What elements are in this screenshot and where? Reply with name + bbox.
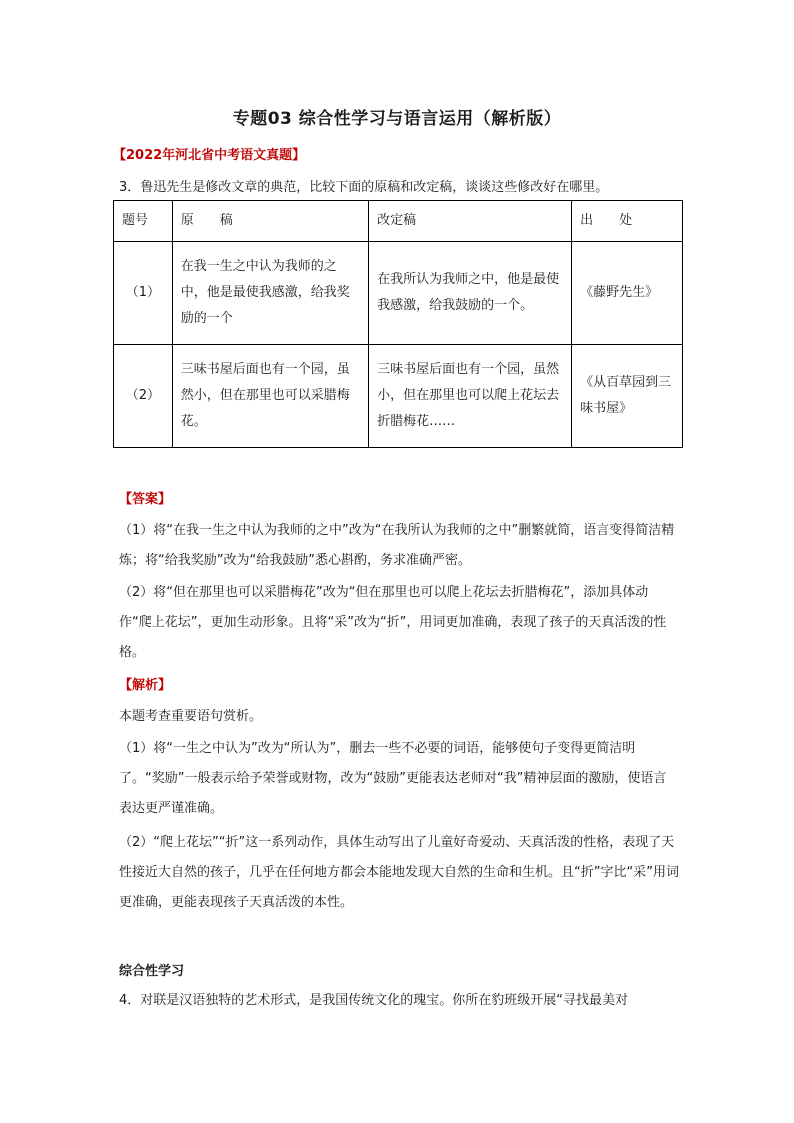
answer-paragraph-2: （2）将“但在那里也可以采腊梅花”改为“但在那里也可以爬上花坛去折腊梅花”，添加具体动作“爬上花坛”，更加生动形象。且将“采”改为“折”，用词更加准确，表现了孩子的天真活泼的性格。 <box>119 585 667 660</box>
section-heading: 综合性学习 <box>119 964 185 979</box>
table-row <box>114 242 683 345</box>
analysis-intro: 本题考查重要语句赏析。 <box>119 709 263 724</box>
document-title: 专题03 综合性学习与语言运用（解析版） <box>232 109 562 129</box>
original-text: 三味书屋后面也有一个园，虽然小，但在那里也可以采腊梅花。 <box>172 345 368 448</box>
question-4: 4．对联是汉语独特的艺术形式，是我国传统文化的瑰宝。你所在豹班级开展“寻找最美对 <box>119 993 629 1008</box>
original-text: 在我一生之中认为我师的之中，他是最使我感激，给我奖励的一个 <box>172 242 368 345</box>
answer-paragraph-1: （1）将“在我一生之中认为我师的之中”改为“在我所认为我师的之中”删繁就简，语言变得简洁精炼；将“给我奖励”改为“给我鼓励”悉心斟酌，务求准确严密。 <box>119 523 675 568</box>
table-row <box>114 345 683 448</box>
comparison-table <box>113 200 683 448</box>
header-revised: 改定稿 <box>369 201 572 242</box>
answer-label: 【答案】 <box>119 492 172 507</box>
header-original: 原 稿 <box>172 201 368 242</box>
analysis-paragraph-2: （2）“爬上花坛”“折”这一系列动作，具体生动写出了儿童好奇爱动、天真活泼的性格，表现了天性接近大自然的孩子，几乎在任何地方都会本能地发现大自然的生命和生机。且“折”字比“采”用词更准确，更能表现孩子天真活泼的本性。 <box>119 835 679 910</box>
revised-text: 在我所认为我师之中，他是最使我感激，给我鼓励的一个。 <box>369 242 572 345</box>
question-3: 3．鲁迅先生是修改文章的典范，比较下面的原稿和改定稿，谈谈这些修改好在哪里。 <box>119 180 609 195</box>
analysis-paragraph-1: （1）将“一生之中认为”改为“所认为”，删去一些不必要的词语，能够使句子变得更简洁明了。“奖励”一般表示给予荣誉或财物，改为“鼓励”更能表达老师对“我”精神层面的激励，使语言表达更严谨准确。 <box>119 741 667 816</box>
analysis-label: 【解析】 <box>119 678 172 693</box>
source-tag: 【2022年河北省中考语文真题】 <box>113 148 306 163</box>
revised-text: 三味书屋后面也有一个园，虽然小，但在那里也可以爬上花坛去折腊梅花…… <box>369 345 572 448</box>
row-number: （1） <box>114 242 173 345</box>
source-work: 《藤野先生》 <box>572 242 683 345</box>
row-number: （2） <box>114 345 173 448</box>
table-header-row <box>114 201 683 242</box>
source-work: 《从百草园到三味书屋》 <box>572 345 683 448</box>
header-number: 题号 <box>114 201 173 242</box>
header-source: 出 处 <box>572 201 683 242</box>
